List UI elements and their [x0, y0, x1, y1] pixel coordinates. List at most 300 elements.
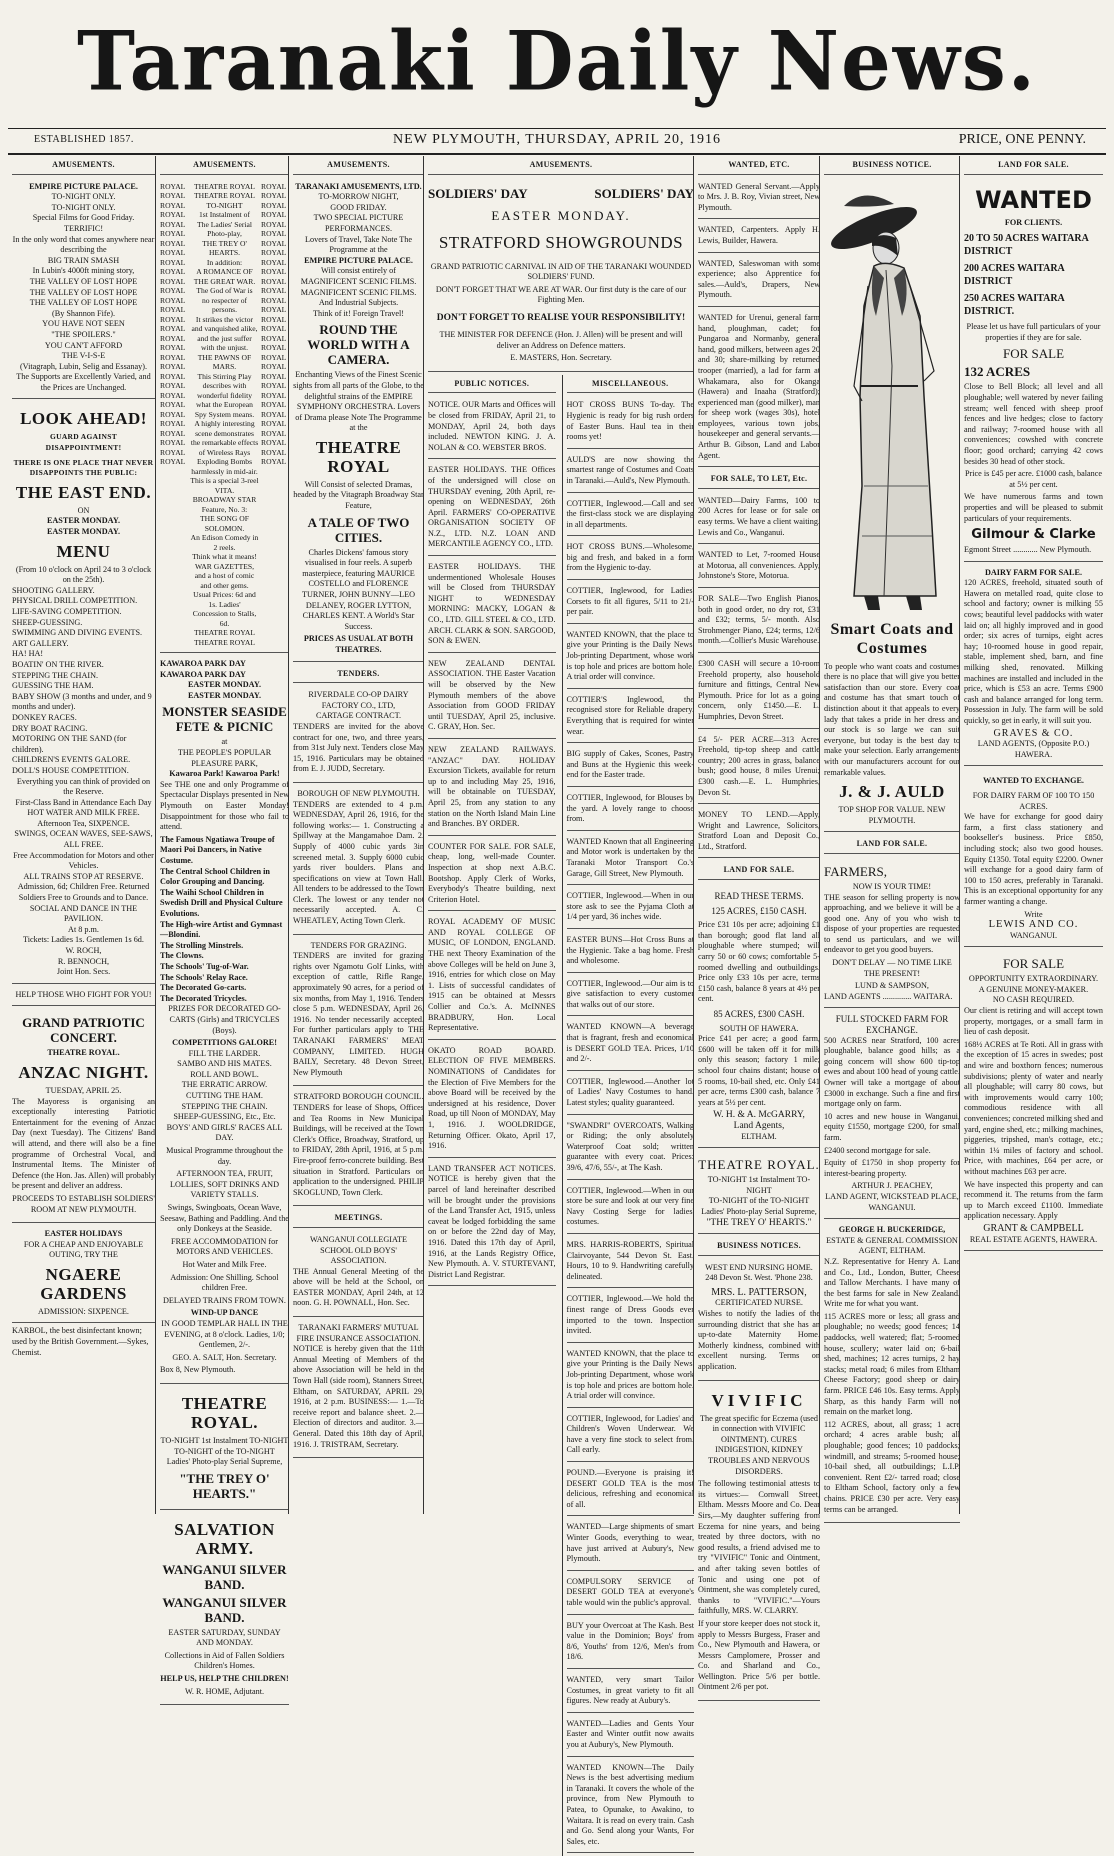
- sale-item: WANTED to Let, 7-roomed House at Motorua, all conveniences. Apply, Johnstone's Store, Motorua.: [698, 547, 820, 588]
- ad-help: HELP THOSE WHO FIGHT FOR YOU!: [12, 987, 155, 1007]
- royal-side-label: ROYAL: [261, 428, 287, 438]
- peachey-name: ARTHUR J. PEACHEY,: [851, 1181, 933, 1191]
- ad-subtitle: GUARD AGAINST DISAPPOINTMENT!: [45, 432, 122, 453]
- misc-item: WANTED KNOWN, that the place to give your Printing is the Daily News' Job-printing Department, whose work is top hole and prices are bottom hole. A trial order will convince.: [567, 1346, 695, 1408]
- wanted-item: 250 ACRES WAITARA DISTRICT.: [964, 293, 1065, 318]
- acres-text: Price £31 10s per acre; adjoining £1 than borough; good flat land all ploughable where stumped; will carry 50 or 60 cows; comfortable 5-roomed dwelling and outbuildings. Price only £33 10s per acre, terms £150 cash, balance 8 years at 4½ per cent.: [698, 920, 820, 1004]
- vivific-title: VIVIFIC: [711, 1390, 807, 1410]
- sports-text: BOYS' AND GIRLS' RACES ALL DAY.: [166, 1122, 283, 1143]
- dairy-title: DAIRY FARM FOR SALE.: [984, 567, 1083, 577]
- inspected-text: We have inspected this property and can recommend it. The returns from the farm up to March exceed £1100. Immediate application necessary. Apply: [964, 1179, 1103, 1221]
- masthead-rule-top: [8, 128, 1106, 129]
- menu-title: MENU: [56, 541, 111, 561]
- royal-side-label: ROYAL: [160, 286, 186, 296]
- split-section: [428, 375, 694, 1856]
- ad-tender-stratford: [293, 1089, 424, 1206]
- competition-item: SHEEP-GUESSING, Etc., Etc.: [173, 1112, 276, 1122]
- acres-title: 132 ACRES: [964, 364, 1031, 380]
- for-sale-title: FOR SALE: [1002, 346, 1065, 362]
- farm-text: 115 ACRES more or less; all grass and ploughable; no weeds; good fences; 14 paddocks, well watered; flat; 5-roomed house, scullery; water laid on; 6-bail shed, machines; 12 acres turnips, 2 hay stacks; metal road; 6 miles from Eltham Cheese Factory; good sheep or dairy farm. PRICE £46 10s. Easy terms. Apply Sharp, as this handy Farm will not remain on the market long.: [824, 1311, 960, 1417]
- menu-note: (From 10 o'clock on April 24 to 3 o'clock on the 25th).: [15, 564, 152, 585]
- royal-side-label: ROYAL: [160, 238, 186, 248]
- write-label: Write: [1024, 909, 1043, 919]
- column-heading: BUSINESS NOTICE.: [824, 156, 960, 175]
- ad-line: In the only word that comes anywhere near describing the: [12, 234, 155, 255]
- theatre-line: TO-NIGHT 1st Instalment TO-NIGHT: [707, 1175, 811, 1195]
- wanted-title: WANTED: [975, 185, 1092, 214]
- royal-side-label: ROYAL: [261, 457, 287, 467]
- public-notice: EASTER HOLIDAYS. THE Offices of the undersigned will close on THURSDAY evening, 20th April, re-opening on WEDNESDAY, 26th April. FARMERS' CO-OPERATIVE ORGANISATION SOCIETY OF N.Z., LTD. N.Z. LOAN AND MERCANTILE AGENCY CO., LTD.: [428, 462, 556, 556]
- ad-tender-grazing: [293, 938, 424, 1087]
- theatre-title: THEATRE ROYAL: [315, 437, 402, 476]
- menu-list: [12, 586, 155, 777]
- ad-lewis: [964, 769, 1103, 947]
- royal-side-label: ROYAL: [160, 381, 186, 391]
- tender-text: TENDERS are invited for grazing rights over Ngamotu Golf Links, with exception of cattle, Rifle Range, approximately 90 acres, for a period of six months, from May 1, 1916. Tenders close 5 p.m. WEDNESDAY, April 26, 1916. No tender necessarily accepted. For further particulars apply to THE TARANAKI FARMERS' MEAT COMPANY, LIMITED. HUGH BAILY, Secretary. 48 Devon Street, New Plymouth: [293, 951, 424, 1077]
- royal-side-label: ROYAL: [160, 200, 186, 210]
- ngaere-title: NGAERE GARDENS: [40, 1264, 127, 1303]
- royal-side-label: ROYAL: [160, 371, 186, 381]
- newspaper-title: Taranaki Daily News.: [77, 13, 1037, 110]
- tender-text: TENDERS for lease of Shops, Offices and Tea Rooms in New Municipal Buildings, will be received at the Town Clerk's Office, Broadway, Stratford, up to FRIDAY, 28th April, 1916, at 5 p.m. Fire-proof ferro-concrete building. Best situation in Stratford. Particulars on application to the undersigned. PHILIP SKOGLUND, Town Clerk.: [293, 1102, 424, 1197]
- column-heading: LAND FOR SALE.: [964, 156, 1103, 175]
- misc-item: WANTED—Ladies and Gents Your Easter and Winter outfit now awaits you at Aubury's, New Plymouth.: [567, 1716, 695, 1757]
- royal-side-label: ROYAL: [160, 191, 186, 201]
- royal-line: no respecter of persons.: [201, 295, 248, 315]
- ad-tender-borough: [293, 786, 424, 935]
- musical-text: Musical Programme throughout the day.: [166, 1146, 283, 1166]
- ad-line: THE VALLEY OF LOST HOPE: [29, 298, 138, 308]
- ad-soldiers-day: [428, 179, 694, 372]
- ad-theatre-royal-3: [698, 1151, 820, 1234]
- act-item: The Famous Ngatiawa Troupe of Maori Poi Dancers, in Native Costume.: [160, 834, 275, 865]
- royal-side-label: ROYAL: [160, 305, 186, 315]
- royal-side-label: ROYAL: [160, 352, 186, 362]
- royal-side-label: ROYAL: [261, 371, 287, 381]
- admission-text: Admission: One Shilling. School children Free.: [170, 1272, 279, 1293]
- misc-item: COTTIER, Inglewood.—Our aim is to give satisfaction to every customer that walks out of our store.: [567, 976, 695, 1017]
- masthead: [0, 0, 1114, 128]
- graves-sub: LAND AGENTS, (Opposite P.O.) HAWERA.: [977, 739, 1090, 759]
- royal-line: THE TREY O': [202, 238, 247, 248]
- monster-title: MONSTER SEASIDE FETE & PICNIC: [162, 704, 287, 735]
- act-item: The Clowns.: [160, 951, 204, 961]
- royal-line: Think what it means!: [192, 552, 257, 562]
- ad-gilmour-clarke: [964, 179, 1103, 562]
- section-heading-land: LAND FOR SALE.: [824, 835, 960, 854]
- public-notices-list: [428, 397, 556, 1286]
- competition-item: STEPPING THE CHAIN.: [181, 1101, 268, 1111]
- farm-text: 112 ACRES, about, all grass; 1 acre orchard; 4 acres arable bush; all ploughable; good fences; 10 paddocks; windmill, and streams; 5-roomed house; 10-bail shed, all outbuildings; L.I.P. convenient. Rent £2/- tarred road; close to Eltham School, factory only a few chains. PRICE £30 per acre. Very easy terms can be arranged.: [824, 1419, 960, 1514]
- miscellaneous: [562, 375, 695, 1856]
- ad-meeting-farmers: [293, 1320, 424, 1458]
- royal-side-label: ROYAL: [261, 229, 287, 239]
- royal-side-label: ROYAL: [261, 210, 287, 220]
- royal-side-label: ROYAL: [160, 248, 186, 258]
- misc-item: BUY your Overcoat at The Kash. Best value in the Dominion; Boys' from 8/6, Youths' from 12/6, Men's from 18/6.: [567, 1618, 695, 1669]
- public-notice: OKATO ROAD BOARD. ELECTION OF FIVE MEMBERS. NOMINATIONS of Candidates for the Election of Five Members for the above Board will be received by the undersigned at his residence, Dover Road, up till Noon of MONDAY, May 1, 1916. J. WOOLDRIDGE, Returning Officer. Okato, April 17, 1916.: [428, 1043, 556, 1158]
- royal-line: WAR GAZETTES,: [194, 561, 255, 571]
- section-heading-tenders: TENDERS.: [293, 665, 424, 684]
- section-heading-business: BUSINESS NOTICES.: [698, 1237, 820, 1256]
- empire-line: Will consist entirely of: [321, 266, 396, 276]
- misc-item: COMPULSORY SERVICE of DESERT GOLD TEA at everyone's table would win the public's approval.: [567, 1574, 695, 1615]
- act-item: The Schools' Relay Race.: [160, 972, 248, 982]
- please-text: Please let us have full particulars of your properties if they are for sale.: [966, 322, 1101, 342]
- royal-line: The God of War is: [196, 286, 253, 296]
- empire-lines: [293, 266, 424, 319]
- royal-side-label: ROYAL: [160, 229, 186, 239]
- section-heading-meetings: MEETINGS.: [293, 1209, 424, 1228]
- misc-item: WANTED KNOWN, that the place to give your Printing is the Daily News' Job-printing Department, whose work is top hole and prices are bottom hole. A trial order will convince.: [567, 627, 695, 689]
- kawaroa-park-label: Kawaroa Park! Kawaroa Park!: [169, 769, 280, 779]
- public-notice: LAND TRANSFER ACT NOTICES. NOTICE is hereby given that the parcel of land hereinafter described will be brought under the provisions of the Land Transfer Act, 1915, unless caveat be lodged forbidding the same on or before the 22nd day of May, 1916. Dated this 17th day of April, 1916, at the Lands Registry Office, New Plymouth. A. V. STURTEVANT, District Land Registrar.: [428, 1161, 556, 1287]
- public-notice: EASTER HOLIDAYS. THE undermentioned Wholesale Houses will be Closed from THURSDAY NIGHT to WEDNESDAY MORNING: MACKY, LOGAN & CO., LTD. GILL STEEL & CO., LTD. ARCH. CLARK & SON. SARGOOD, SON & EWEN.: [428, 559, 556, 653]
- royal-line: 1st Instalment of: [198, 210, 251, 220]
- meeting-title: TARANAKI FARMERS' MUTUAL FIRE INSURANCE ASSOCIATION.: [296, 1323, 421, 1343]
- ad-day: EASTER MONDAY.: [46, 516, 121, 526]
- theatre-line: TO-NIGHT 1st Instalment TO-NIGHT: [160, 1435, 289, 1445]
- ad-line: GOOD FRIDAY.: [330, 202, 387, 212]
- royal-side-label: ROYAL: [160, 314, 186, 324]
- misc-item: COTTIER'S Inglewood, the recognised store for Reliable drapery. Everything that is required for winter wear.: [567, 692, 695, 743]
- ad-line: Special Films for Good Friday.: [32, 213, 135, 223]
- stratford-title: STRATFORD SHOWGROUNDS: [438, 232, 684, 252]
- royal-side-label: ROYAL: [261, 419, 287, 429]
- royal-line: and the just suffer with the unjust.: [197, 333, 252, 353]
- exchange-title: WANTED TO EXCHANGE.: [983, 776, 1084, 786]
- act-item: The Schools' Tug-of-War.: [160, 961, 249, 971]
- royal-line: THE PAWNS OF MARS.: [197, 352, 252, 372]
- acts-list: [160, 835, 289, 1005]
- lewis-name: LEWIS AND CO.: [988, 919, 1079, 931]
- royal-side-label: ROYAL: [261, 333, 287, 343]
- ad-line: (Vitagraph, Lubin, Selig and Essanay).: [19, 361, 148, 371]
- wanted-item: 20 TO 50 ACRES WAITARA DISTRICT: [964, 233, 1089, 258]
- royal-side-label: ROYAL: [261, 362, 287, 372]
- salvation-title: SALVATION ARMY.: [174, 1519, 275, 1558]
- established-label: ESTABLISHED 1857.: [34, 134, 134, 145]
- section-heading-sale: FOR SALE, TO LET, Etc.: [698, 470, 820, 489]
- tale-text: Charles Dickens' famous story visualised in four reels. A superb masterpiece, featuring MAURICE COSTELLO and FLORENCE TURNER, JOHN BUNNY—LEO DELANEY, ROGER LYTTON, CHARLES KENT. A World's Star Success.: [301, 547, 416, 631]
- menu-item: MOTORING ON THE SAND (for children).: [12, 734, 127, 754]
- menu-end-line: Afternoon Tea, SIXPENCE.: [37, 818, 130, 828]
- menu-end-line: Admission, 6d; Children Free. Returned Soldiers Free to Grounds and to Dance.: [17, 882, 150, 903]
- misc-item: WANTED KNOWN—The Daily News is the best advertising medium in Taranaki. It covers the whole of the province, from New Plymouth to Patea, to Opunake, to Awakino, to Waitara. It is read on every train. Cash and Go. Send along your Wants, For Sales, etc.: [567, 1760, 695, 1854]
- ad-karbol: KARBOL, the best disinfectant known; used by the British Government.—Sykes, Chemist.: [12, 1326, 149, 1357]
- help-text: HELP US, HELP THE CHILDREN!: [160, 1674, 289, 1684]
- now-title: NOW IS YOUR TIME!: [852, 881, 932, 891]
- menu-item: DOLL'S HOUSE COMPETITION.: [12, 765, 129, 775]
- menu-end-line: At 8 p.m.: [68, 924, 99, 934]
- royal-side-label: ROYAL: [160, 333, 186, 343]
- see-text: See THE one and only Programme of Spectacular Displays presented in New Plymouth on Easter Monday! Disappointment for those who fail to attend.: [160, 779, 289, 832]
- royal-side-label: ROYAL: [261, 267, 287, 277]
- royal-side-right: [261, 182, 289, 648]
- box-text: Box 8, New Plymouth.: [160, 1365, 236, 1375]
- misc-item: HOT CROSS BUNS.—Wholesome, big and fresh, and baked in a form from the Hygienic to-day.: [567, 539, 695, 580]
- farm-text: THE season for selling property is now approaching, and we believe it will be a good one. Any of you who wish to dispose of your properties are requested to send us particulars, and we will endeavor to get you good buyers.: [824, 892, 960, 955]
- misc-item: WANTED KNOWN—A beverage that is fragrant, fresh and economical is DESERT GOLD TEA. Prices, 1/10 and 2/-.: [567, 1019, 695, 1070]
- vivific-testimonial: The following testimonial attests to its virtues:— Cornwall Street, Eltham. Messrs Moore and Co. Dear Sirs,—My daughter suffering from Eczema for nine years, and being treated by three doctors, with no good results, a friend advised me to try "VIVIFIC" Tonic and Ointment, and after taking seven bottles of Tonic and using one pot of Ointment, she was completely cured, thanks to "VIVIFIC."—Yours faithfully, MRS. W. CLARRY.: [698, 1479, 820, 1616]
- royal-side-label: ROYAL: [261, 409, 287, 419]
- menu-item: ART GALLERY.: [12, 638, 69, 648]
- prices-text: PRICES AS USUAL AT BOTH THEATRES.: [303, 634, 414, 654]
- wanted-item: WANTED for Urenui, general farm hand, ploughman, cadet; for Pungaroa and Normanby, general hand, good milkers, between ages 20 and 30; share-milking by returned trooper (married), a lad for farm at Whakamara, also for Okanga (Hawera) and Inaaha (Stratford); experienced man (good milker), man for sheep work (wages 30s), hotel employees, various town jobs, housekeeper and general servants.—Arthur B. Gibson, Land and Labor Agent.: [698, 310, 820, 467]
- sale-list: [698, 493, 820, 859]
- royal-side-label: ROYAL: [261, 400, 287, 410]
- royal-side-label: ROYAL: [261, 181, 287, 191]
- menu-item: STEPPING THE CHAIN.: [12, 670, 99, 680]
- misc-item: EASTER BUNS—Hot Cross Buns at the Hygienic. Take a bag home. Fresh and wholesome.: [567, 932, 695, 973]
- outing-text: FOR A CHEAP AND ENJOYABLE OUTING, TRY THE: [23, 1239, 144, 1260]
- gilmour-name: Gilmour & Clarke: [971, 527, 1096, 543]
- royal-side-label: ROYAL: [261, 447, 287, 457]
- grant-name: GRANT & CAMPBELL: [983, 1222, 1084, 1234]
- vivific-text: The great specific for Eczema (used in connection with VIVIFIC OINTMENT). CURES INDIGESTION, KIDNEY TROUBLES AND NERVOUS DISORDERS.: [700, 1413, 818, 1476]
- menu-end-line: R. BENNOCH,: [57, 956, 110, 966]
- exchange-text: We have for exchange for good dairy farm, a first class stationery and bookseller's business. Price £850, including stock; also two good houses. Equity £1350. Total equity £2200. Owner will exchange for a good dairy farm of 100 to 150 acres, preferably in Taranaki. This is an exceptional opportunity for any farmer wanting a change.: [964, 812, 1103, 906]
- ad-anzac-night: [12, 1009, 155, 1223]
- menu-end-line: Joint Hon. Secs.: [56, 967, 111, 977]
- royal-program: [188, 182, 261, 648]
- misc-item: COTTIER, Inglewood, for Ladies' Corsets to fit all figures, 5/11 to 21/- per pair.: [567, 583, 695, 624]
- royal-line: A highly interesting scene demonstrates the remarkable effects of Wireless Rays Exploding Bombs harmlessly in mid-air.: [190, 419, 259, 476]
- royal-side-label: ROYAL: [160, 457, 186, 467]
- minister-text: THE MINISTER FOR DEFENCE (Hon. J. Allen) will be present and will deliver an Address on Defence matters.: [439, 329, 683, 350]
- menu-end-line: HOT WATER AND MILK FREE.: [27, 808, 140, 818]
- royal-side-label: ROYAL: [261, 191, 287, 201]
- tender-title: BOROUGH OF NEW PLYMOUTH.: [297, 788, 420, 798]
- column-heading: AMUSEMENTS.: [293, 156, 424, 175]
- royal-line: THEATRE ROYAL: [194, 628, 255, 638]
- royal-line: THE SONG OF SOLOMON.: [200, 514, 249, 533]
- tender-title: RIVERDALE CO-OP DAIRY FACTORY CO., LTD,: [308, 690, 409, 710]
- menu-end-line: Free Accommodation for Motors and other Vehicles.: [13, 850, 154, 871]
- misc-item: COTTIER, Inglewood.—Another lot of Ladies' Navy Costumes to hand. Latest styles; quality guaranteed.: [567, 1074, 695, 1115]
- misc-item: COTTIER, Inglewood, for Ladies' and Children's Woven Underwear. We have a very fine stock to select from. Call early.: [567, 1411, 695, 1462]
- royal-line: This Stirring Play describes with wonderful fidelity what the European Spy System means.: [194, 371, 255, 419]
- misc-item: MRS. HARRIS-ROBERTS, Spiritual Clairvoyante, 544 Devon St. East. Hours, 10 to 9. Handwriting carefully delineated.: [567, 1237, 695, 1288]
- royal-line: THEATRE ROYAL: [194, 191, 255, 201]
- kawaroa-line: KAWAROA PARK DAY: [160, 659, 246, 669]
- royal-line: A ROMANCE OF: [196, 267, 253, 277]
- ad-line: TWO SPECIAL PICTURE PERFORMANCES.: [313, 213, 404, 233]
- royal-side-label: ROYAL: [261, 352, 287, 362]
- misc-item: COTTIER, Inglewood.—When in our store be sure and look at our very fine Navy Costing Serge for ladies' costumes.: [567, 1183, 695, 1234]
- royal-line: An Edison Comedy in 2 reels.: [190, 533, 259, 552]
- royal-line: The Ladies' Serial: [197, 219, 252, 229]
- section-heading-public: PUBLIC NOTICES.: [428, 375, 556, 394]
- column-6: [819, 156, 964, 1514]
- column-heading: WANTED, ETC.: [698, 156, 820, 175]
- free-text: FREE ACCOMMODATION for MOTORS AND VEHICLES.: [171, 1236, 278, 1257]
- competition-item: ROLL AND BOWL.: [190, 1069, 259, 1079]
- royal-line: THEATRE ROYAL: [194, 181, 255, 191]
- ad-nursing-home: [698, 1260, 820, 1381]
- grant-sub: REAL ESTATE AGENTS, HAWERA.: [969, 1234, 1098, 1244]
- royal-side-label: ROYAL: [261, 314, 287, 324]
- concert-title: GRAND PATRIOTIC CONCERT.: [22, 1015, 145, 1046]
- royal-side-label: ROYAL: [160, 295, 186, 305]
- theatre-title: THEATRE ROYAL.: [181, 1393, 268, 1432]
- ad-empire-picture-palace: [12, 179, 155, 400]
- menu-item: SHEEP-GUESSING.: [12, 617, 83, 627]
- competitions-list: [160, 1049, 289, 1123]
- mcgarry-place: ELTHAM.: [741, 1131, 777, 1141]
- dateline: NEW PLYMOUTH, THURSDAY, APRIL 20, 1916: [392, 132, 722, 147]
- theatre-line: Ladies' Photo-play Serial Supreme,: [166, 1457, 283, 1467]
- theatre-line: Ladies' Photo-play Serial Supreme,: [701, 1206, 817, 1216]
- royal-side-label: ROYAL: [160, 390, 186, 400]
- ad-line: TO-MORROW NIGHT,: [318, 192, 399, 202]
- empire-title: EMPIRE PICTURE PALACE.: [304, 255, 413, 265]
- ad-graves: [964, 565, 1103, 767]
- windup-title: WIND-UP DANCE: [190, 1308, 259, 1318]
- band-line: WANGANUI SILVER BAND.: [162, 1594, 287, 1625]
- public-notice: NEW ZEALAND DENTAL ASSOCIATION. THE Easter Vacation will be observed by the New Plymouth members of the above Association from GOOD FRIDAY until TUESDAY, April 25, inclusive. C. GRAY, Hon. Sec.: [428, 656, 556, 739]
- graves-name: GRAVES & CO.: [993, 727, 1074, 739]
- act-item: The Strolling Minstrels.: [160, 940, 244, 950]
- dont-delay: DON'T DELAY — NO TIME LIKE THE PRESENT!: [832, 958, 952, 978]
- buck-text: N.Z. Representative for Henry A. Lane and Co., Ltd., London, Butter, Cheese and Tallow Merchants. I have many of the best farms for sale in New Zealand. Write me for what you want.: [824, 1256, 960, 1309]
- royal-side-label: ROYAL: [160, 400, 186, 410]
- royal-side-label: ROYAL: [261, 257, 287, 267]
- ad-line: TO-NIGHT ONLY.: [51, 202, 116, 212]
- column-2: [155, 156, 293, 1696]
- empire-line: Think of it! Foreign Travel!: [313, 308, 404, 318]
- ad-line: (By Shannon Fife).: [52, 308, 115, 318]
- ad-theatre-royal: [160, 179, 289, 654]
- soldiers-title: SOLDIERS' DAY: [594, 185, 694, 201]
- ad-title: EMPIRE PICTURE PALACE.: [29, 181, 138, 191]
- wanted-item: WANTED, Saleswoman with some experience; also Apprentice for sales.—Auld's, Drapers, New Plymouth.: [698, 256, 820, 307]
- kawaroa-day: EASTER MONDAY.: [187, 690, 262, 700]
- misc-item: COTTIER, Inglewood.—We hold the finest range of Dress Goods ever imported to the town. Inspection invited.: [567, 1291, 695, 1342]
- anzac-text: The Mayoress is organising an exceptionally interesting Patriotic Entertainment for the evening of Anzac Day (next Tuesday). The Citizens' Band will attend, and there will also be a fine programme of Orchestral Vocal, and Instrumental Items. The Minister of Defence (the Hon. Jas. Allen) will probably be present and deliver an address.: [12, 1096, 155, 1191]
- smart-title: Smart Coats and Costumes: [830, 620, 954, 657]
- column-5: [693, 156, 824, 1692]
- royal-side-label: ROYAL: [261, 390, 287, 400]
- nursing-address: 248 Devon St. West. 'Phone 238.: [705, 1273, 813, 1283]
- public-notice: NEW ZEALAND RAILWAYS. "ANZAC" DAY. HOLIDAY Excursion Tickets, available for return up to and including May 25, 1916, will be obtainable on TUESDAY, April 25, from any station to any station on the North Island Main Line and Branches. BY ORDER.: [428, 742, 556, 836]
- for-clients: FOR CLIENTS.: [1004, 217, 1063, 227]
- sale-item: £4 5/- PER ACRE—313 Acres Freehold, tip-top sheep and cattle country; 200 acres in grass, balance bush; good house, 8 miles Urenui; £300 cash.—E. L. Humphries, Devon St.: [698, 732, 820, 805]
- farm-text: 10 acres and new house in Wanganui, equity £1550, mortgage £200, for small farm.: [824, 1111, 960, 1142]
- easter-title: EASTER MONDAY.: [491, 207, 631, 223]
- ad-theatre-royal-2: [160, 1387, 289, 1510]
- royal-line: It strikes the victor and vanquished alike,: [191, 314, 258, 334]
- anzac-date: TUESDAY, APRIL 25.: [45, 1085, 122, 1095]
- terms-title: READ THESE TERMS.: [714, 891, 804, 902]
- price-label: PRICE, ONE PENNY.: [958, 132, 1086, 147]
- empire-line: MAGNIFICENT SCENIC FILMS.: [300, 276, 417, 286]
- tender-text: TENDERS are invited for the above contract for one, two, and three years, from 31st July next. Tenders close May 15, 1916. Particulars may be obtained from E. J. JUDD, Secretary.: [293, 721, 424, 774]
- dairy-text: 120 ACRES, freehold, situated south of Hawera on metalled road, quite close to school and factory; owner is milking 55 cows; beautiful level paddocks with water laid on; all highly improved and in good order; six acres of turnips, eight acres hay; 10-roomed house in good repair, stable, implement shed, barn, and fine milking shed, renovated. Milking machines are installed and included in the price, which is £53 an acre. Terms £900 cash and balance arranged for long term. Possession in July. The farm will be sold quickly, so get in early, it will suit you.: [964, 578, 1103, 725]
- competition-item: THE ERRATIC ARROW.: [181, 1080, 268, 1090]
- royal-side-label: ROYAL: [261, 343, 287, 353]
- round-title: ROUND THE WORLD WITH A CAMERA.: [307, 322, 410, 368]
- royal-line: THE GREAT WAR.: [193, 276, 256, 286]
- tender-text: TENDERS are extended to 4 p.m. WEDNESDAY, April 26, 1916, for the following works:— 1. Constructing a Spillway at the Mangamahoe Dam. 2. Supply of 4000 cubic yards 3in screened metal. 3. Supply 6000 cubic yards river boulders. Plans and specifications on view at Town Hall. All tenders to be addressed to the Town Clerk. The lowest or any tender not necessarily accepted. A. C. WHEATLEY, Acting Town Clerk.: [293, 799, 424, 926]
- auld-name: J. & J. AULD: [839, 782, 945, 802]
- full-title: FULL STOCKED FARM FOR EXCHANGE.: [835, 1014, 949, 1036]
- theatre-title: THEATRE ROYAL.: [698, 1157, 820, 1173]
- collections-text: Collections in Aid of Fallen Soldiers Children's Homes.: [164, 1650, 285, 1671]
- meeting-text: NOTICE is hereby given that the 11th Annual Meeting of Members of the above Association will be held in the Town Hall (side room), Stanners Street, Eltham, on SATURDAY, APRIL 29, 1916, at 2 p.m. BUSINESS:— 1.—To receive report and balance sheet. 2.—Election of directors and auditor. 3.—General. Dated this 18th day of April, 1916. J. TRISTRAM, Secretary.: [293, 1344, 424, 1449]
- sale-item: FOR SALE—Two English Pianos, both in good order, no dry rot, £31 and £32; terms, 5/- month. Also Strohmenger Piano, £24; terms, 12/6 month.—Collier's Music Warehouse.: [698, 591, 820, 653]
- menu-end-line: ALL TRAINS STOP AT RESERVE.: [23, 871, 144, 881]
- vivific-end: If your store keeper does not stock it, apply to Messrs Burgess, Fraser and Co., New Plymouth and Hawera, or Messrs Camplomere, Prosser and Co. and Sharland and Co., Wellington. Price 5/6 per bottle. Ointment 2/6 per pot.: [698, 1618, 820, 1692]
- at-label: at: [221, 737, 228, 747]
- section-heading-land: LAND FOR SALE.: [698, 861, 820, 880]
- menu-item: DONKEY RACES.: [12, 712, 77, 722]
- ad-line: The Supports are Excellently Varied, and the Prices are Unchanged.: [16, 372, 151, 392]
- patterson-text: Wishes to notify the ladies of the surrounding district that she has an up-to-date Maternity Home. Motherly kindness, combined with excellent nursing. Terms on application.: [698, 1309, 820, 1372]
- misc-item: POUND.—Everyone is praising it! DESERT GOLD TEA is the most delicious, refreshing and economical of all.: [567, 1465, 695, 1516]
- royal-side-label: ROYAL: [261, 276, 287, 286]
- theatre-text: Will Consist of selected Dramas, headed by the Vitagraph Broadway Star Feature,: [293, 479, 424, 511]
- royal-side-label: ROYAL: [261, 219, 287, 229]
- royal-side-label: ROYAL: [160, 428, 186, 438]
- royal-side-label: ROYAL: [160, 419, 186, 429]
- kawaroa-line: KAWAROA PARK DAY: [160, 669, 246, 679]
- menu-end-line: W. ROCH,: [65, 946, 102, 955]
- misc-item: COTTIER, Inglewood.—When in our store ask to see the Pyjama Cloth at 1/4 per yard, 36 inches wide.: [567, 888, 695, 929]
- misc-item: AULD'S are now showing the smartest range of Costumes and Coats in Taranaki.—Auld's, New Plymouth.: [567, 452, 695, 493]
- masthead-rule-bottom: [8, 153, 1106, 155]
- menu-item: DRY BOAT RACING.: [12, 723, 88, 733]
- ad-line: THE VALLEY OF LOST HOPE: [29, 287, 138, 297]
- act-item: The Waihi School Children in Swedish Drill and Physical Culture Evolutions.: [160, 887, 283, 918]
- misc-item: COTTIER, Inglewood, for Blouses by the yard. A lovely range to choose from.: [567, 790, 695, 831]
- theatre-title: THEATRE ROYAL.: [47, 1048, 120, 1058]
- royal-line: BROADWAY STAR: [192, 495, 257, 505]
- exchange-sub: FOR DAIRY FARM OF 100 TO 150 ACRES.: [972, 790, 1095, 811]
- tea-text: AFTERNOON TEA, FRUIT, LOLLIES, SOFT DRINKS AND VARIETY STALLS.: [169, 1169, 280, 1200]
- column-heading: AMUSEMENTS.: [160, 156, 289, 175]
- genuine-title: A GENUINE MONEY-MAKER.: [978, 984, 1089, 994]
- ad-title: TARANAKI AMUSEMENTS, LTD.: [295, 181, 422, 191]
- column-1: [8, 156, 159, 1514]
- ad-ngaere-gardens: [12, 1226, 155, 1323]
- meeting-text: THE Annual General Meeting of the above will be held at the School, on EASTER MONDAY, April 24th, at 12 noon. G. H. POWNALL, Hon. Sec.: [293, 1266, 424, 1308]
- menu-item: CHILDREN'S EVENTS GALORE.: [12, 755, 131, 765]
- royal-line: and a host of comic and other gems.: [194, 571, 255, 590]
- menu-item: PHYSICAL DRILL COMPETITION.: [12, 596, 138, 606]
- park-label: THE PEOPLE'S POPULAR PLEASURE PARK,: [177, 748, 272, 768]
- column-heading: AMUSEMENTS.: [428, 156, 694, 175]
- ad-taranaki-amusements: [293, 179, 424, 662]
- column-7: [959, 156, 1107, 1514]
- misc-item: COTTIER, Inglewood.—Call and see the first-class stock we are displaying in all departments.: [567, 496, 695, 537]
- royal-side-label: ROYAL: [160, 324, 186, 334]
- royal-side-label: ROYAL: [261, 324, 287, 334]
- ad-auld-coats: [824, 179, 960, 833]
- nocash-title: NO CASH REQUIRED.: [992, 995, 1075, 1005]
- acres-text: Close to Bell Block; all level and all ploughable; well watered by never failing stream; well fenced with sheep proof fences and live hedges; close to factory and railway; 7-roomed house with all conveniences; cowshed with concrete floor; good orchard; carrying 42 cows besides 30 head of other stock.: [964, 382, 1103, 466]
- theatre-line: TO-NIGHT of the TO-NIGHT: [174, 1446, 275, 1456]
- smart-text: To people who want coats and costumes there is no place that will give you better satisfaction than our store. Every coat and costume has that smart touch of distinction about it that appeals to every lady that takes a pride in her dress and our stock is so large we can suit everyone, but today is the best day to make your selection. Early arrangements with our manufacturers account for our remarkable values.: [824, 661, 960, 777]
- ad-line: YOU HAVE NOT SEEN: [42, 319, 125, 329]
- band-text: EASTER SATURDAY, SUNDAY AND MONDAY.: [168, 1627, 281, 1648]
- royal-line: HEARTS.: [209, 248, 240, 258]
- buck-name: GEORGE H. BUCKERIDGE,: [838, 1225, 946, 1235]
- wanted-item: WANTED General Servant.—Apply to Mrs. J. B. Roy, Vivian street, New Plymouth.: [698, 179, 820, 220]
- menu-item: HA! HA!: [12, 649, 44, 659]
- column-3: [288, 156, 428, 1514]
- menu-item: SHOOTING GALLERY.: [12, 585, 95, 595]
